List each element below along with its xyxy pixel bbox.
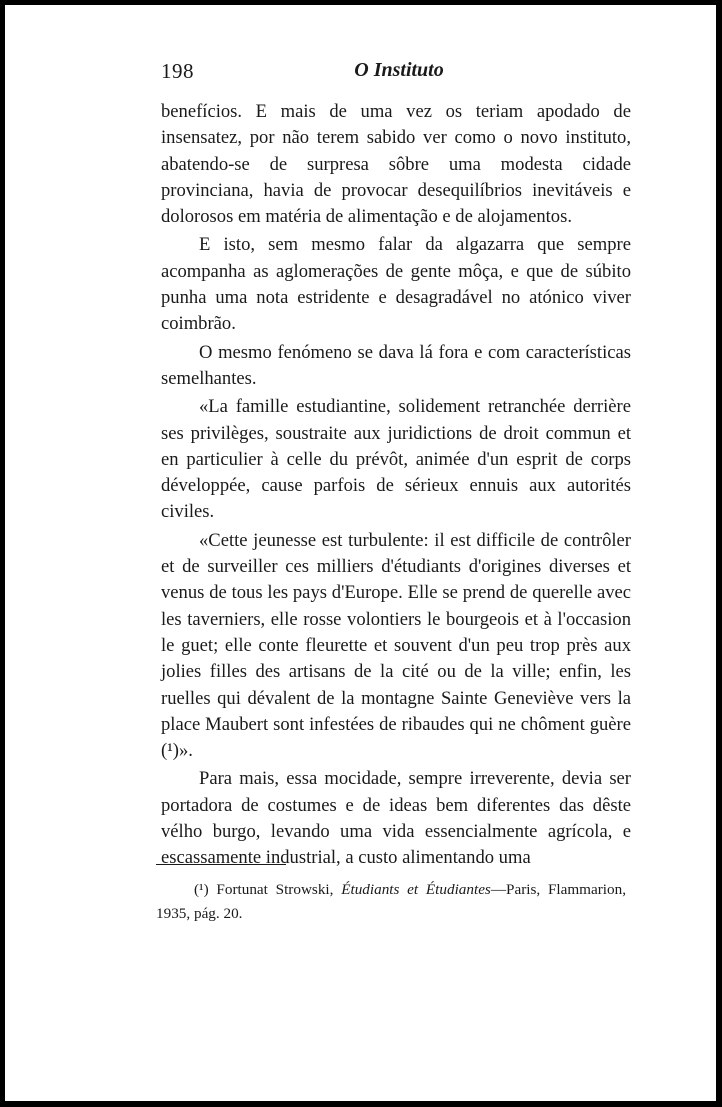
paragraph: E isto, sem mesmo falar da algazarra que sempre acompanha as aglomerações de gente môça, e que de súbito punha uma nota estridente e desagradável no atónico viver coimbrão. — [161, 234, 631, 335]
footnote — [156, 878, 626, 926]
quotation-paragraph: «Cette jeunesse est turbulente: il est difficile de contrôler et de surveiller ces milliers d'étudiants d'origines diverses et venus de tous les pays d'Europe. Elle se prend de querelle avec les taverniers, elle rosse volontiers le bourgeois et à l'occasion le guet; elle conte fleurette et souvent d'un peu trop près aux jolies filles des artisans de la cité ou de la ville; enfin, les ruelles qui dévalent de la montagne Sainte Geneviève vers la place Maubert sont infestées de ribaudes qui ne chôment guère (¹)». — [161, 529, 631, 762]
footnote-publication: —Paris, Flammarion, 1935, pág. 20. — [156, 881, 626, 922]
page — [5, 5, 716, 1101]
paragraph: O mesmo fenómeno se dava lá fora e com características semelhantes. — [161, 341, 631, 389]
footnote-rule — [156, 864, 286, 865]
footnote-work-title: Étudiants et Étudiantes — [341, 881, 491, 898]
footnote-marker: (¹) — [194, 881, 209, 898]
paragraph: Para mais, essa mocidade, sempre irreverente, devia ser portadora de costumes e de ideas bem diferentes das dêste vélho burgo, levando uma vida essencialmente agrícola, e escassamente industrial, a custo alimentando uma — [161, 768, 631, 869]
quotation-paragraph: «La famille estudiantine, solidement retranchée derrière ses privilèges, soustraite aux juridictions de droit commun et en particulier à celle du prévôt, animée d'un esprit de corps développée, cause parfois de sérieux ennuis aux autorités civiles. — [161, 396, 631, 523]
paragraph-continuation: benefícios. E mais de uma vez os teriam apodado de insensatez, por não terem sabido ver como o novo instituto, abatendo-se de surpresa sôbre uma modesta cidade provinciana, havia de provocar desequilíbrios inevitáveis e dolorosos em matéria de alimentação e de alojamentos. — [161, 101, 631, 228]
body-text — [161, 99, 631, 872]
page-number: 198 — [161, 59, 194, 83]
footnote-author: Fortunat Strowski, — [216, 881, 334, 898]
page-header — [161, 59, 637, 89]
running-title: O Instituto — [354, 59, 444, 81]
